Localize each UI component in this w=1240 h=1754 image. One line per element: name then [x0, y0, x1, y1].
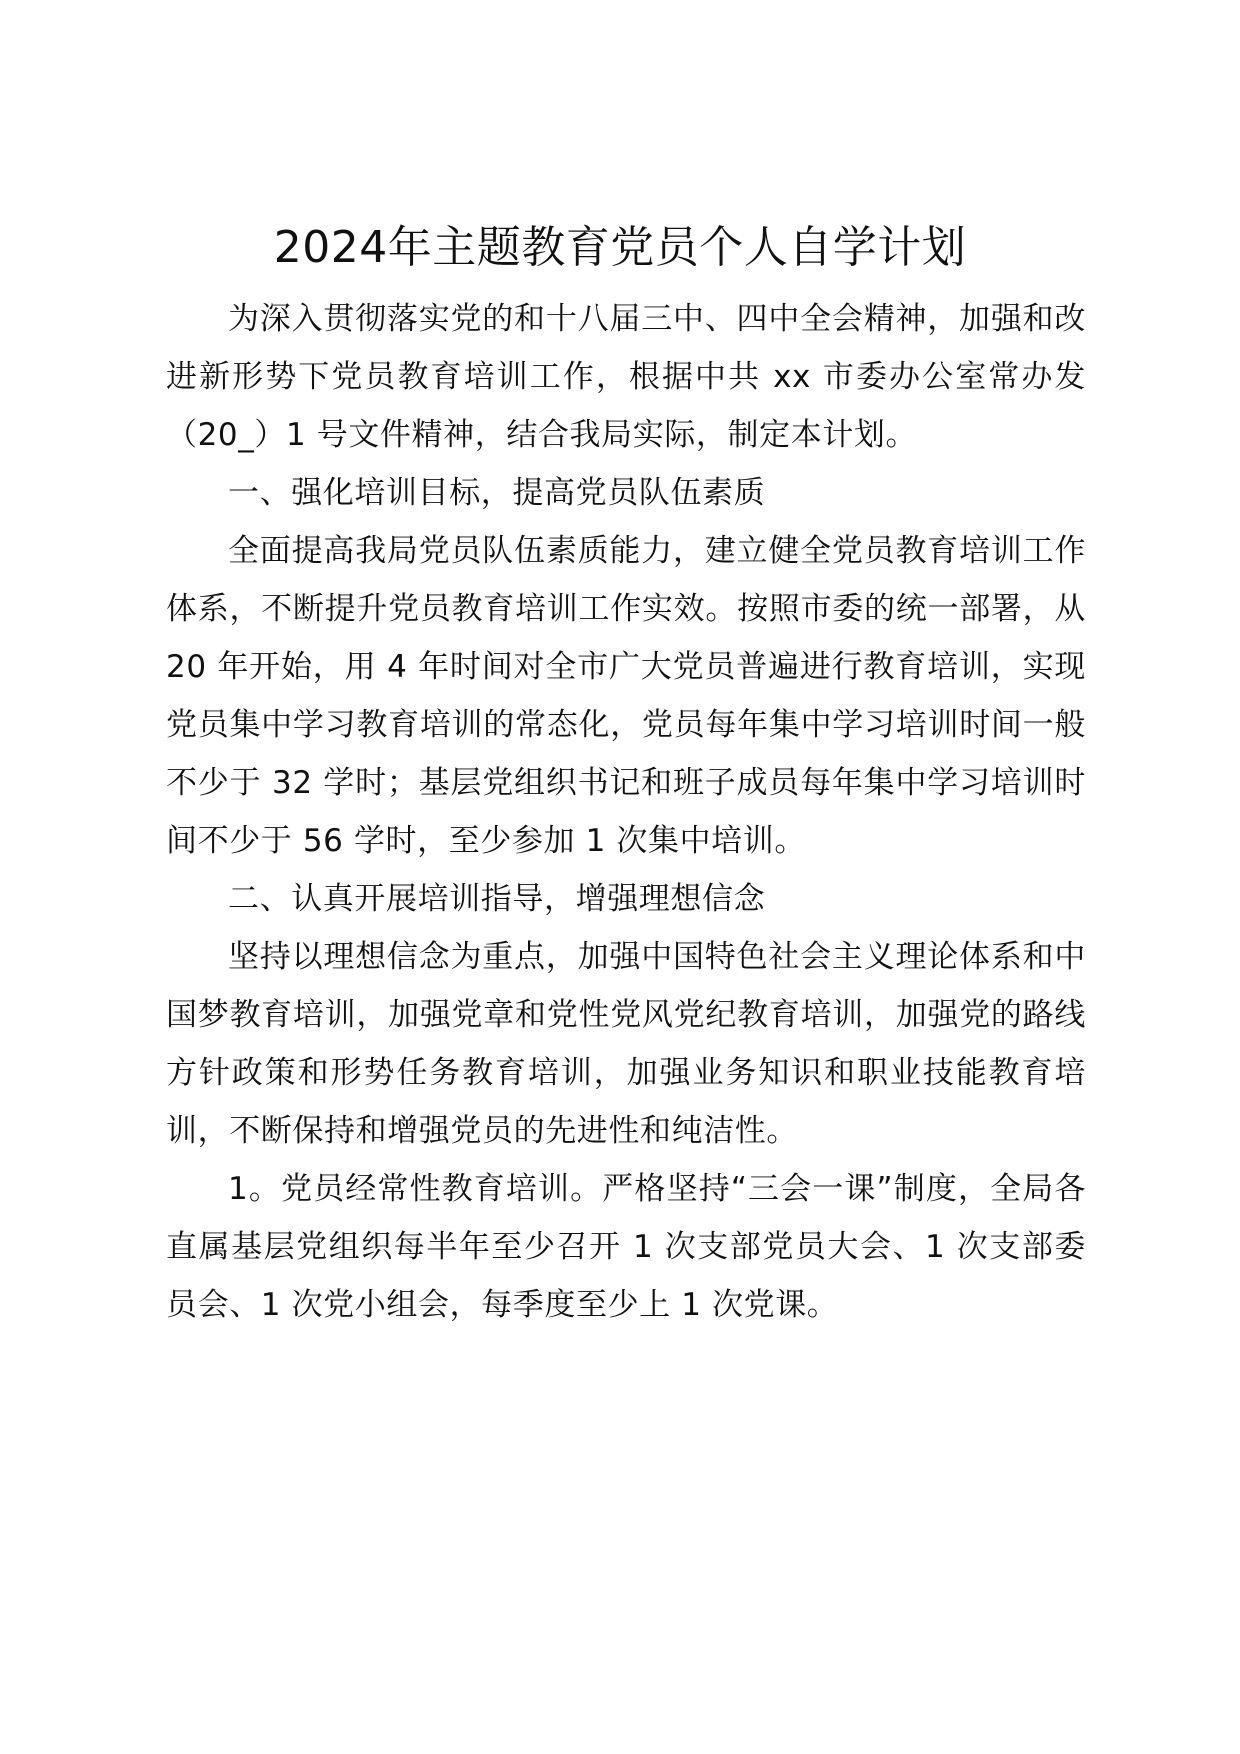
section-heading-2: 二、认真开展培训指导，增强理想信念: [228, 881, 766, 917]
document-body: [166, 290, 1086, 1334]
section-2-item-1: 1。党员经常性教育培训。严格坚持“三会一课”制度，全局各直属基层党组织每半年至少召开 1 次支部党员大会、1 次支部委员会、1 次党小组会，每季度至少上 1 次党课。: [166, 1171, 1086, 1323]
document-title: 2024年主题教育党员个人自学计划: [273, 222, 967, 273]
section-1-paragraph: 全面提高我局党员队伍素质能力，建立健全党员教育培训工作体系，不断提升党员教育培训工作实效。按照市委的统一部署，从 20 年开始，用 4 年时间对全市广大党员普遍进行教育培训，实现党员集中学习教育培训的常态化，党员每年集中学习培训时间一般不少于 32 学时；基层党组织书记和班子成员每年集中学习培训时间不少于 56 学时，至少参加 1 次集中培训。: [166, 533, 1086, 859]
intro-paragraph: 为深入贯彻落实党的和十八届三中、四中全会精神，加强和改进新形势下党员教育培训工作，根据中共 xx 市委办公室常办发（20_）1 号文件精神，结合我局实际，制定本计划。: [166, 301, 1086, 453]
section-heading-1: 一、强化培训目标，提高党员队伍素质: [228, 475, 766, 511]
section-2-paragraph: 坚持以理想信念为重点，加强中国特色社会主义理论体系和中国梦教育培训，加强党章和党性党风党纪教育培训，加强党的路线方针政策和形势任务教育培训，加强业务知识和职业技能教育培训，不断保持和增强党员的先进性和纯洁性。: [166, 939, 1086, 1149]
